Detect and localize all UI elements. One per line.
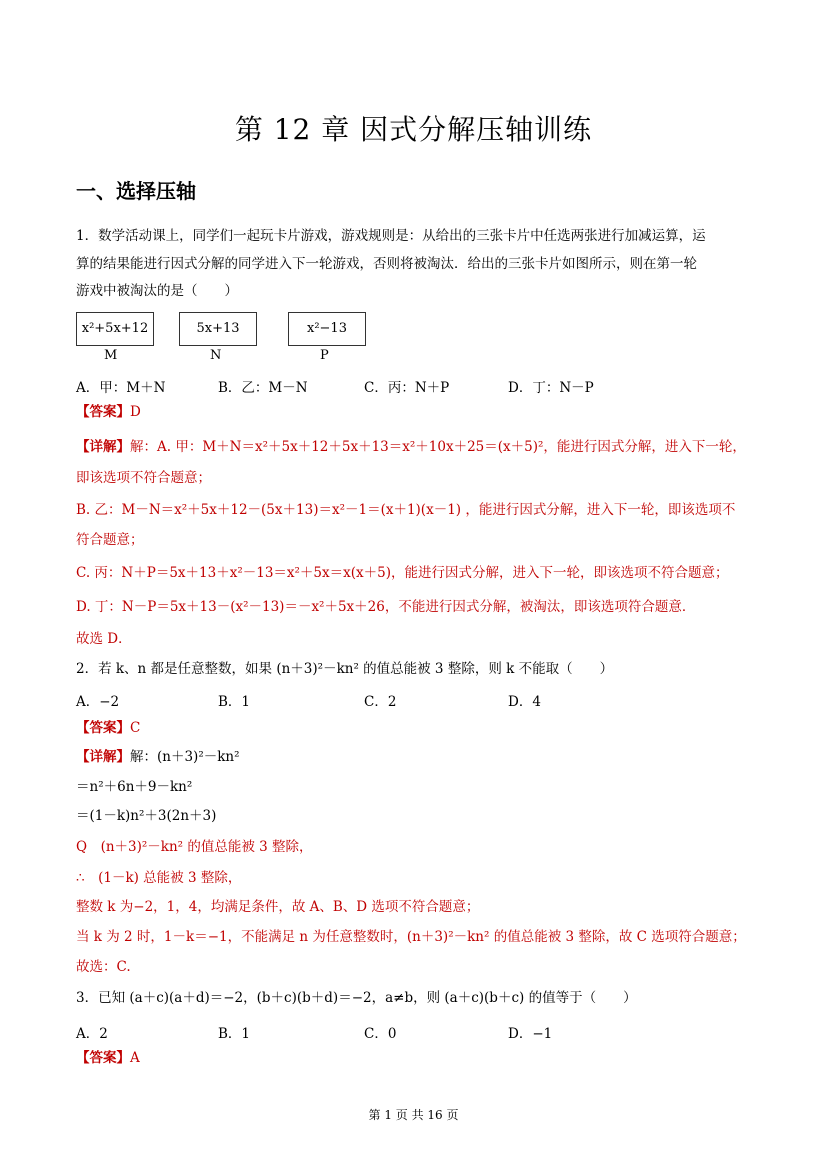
q2-option-c: C．2: [364, 694, 397, 710]
q1-detail-text1: 解：A. 甲：M＋N＝x²＋5x＋12＋5x＋13＝x²＋10x＋25＝(x＋5)²，能进行因式分解，进入下一轮，: [130, 439, 746, 455]
q2-detail-line6: 整数 k 为−2，1，4，均满足条件，故 A、B、D 选项不符合题意；: [76, 899, 480, 915]
page-title: 第 12 章 因式分解压轴训练: [234, 113, 593, 146]
q3-answer-tag: 【答案】: [76, 1050, 130, 1066]
q1-option-d: D．丁：N－P: [508, 380, 594, 396]
q1-detail-line4: 符合题意；: [76, 532, 144, 548]
q1-detail-line7: 故选 D．: [76, 631, 132, 647]
q2-detail-line2: ＝n²＋6n＋9－kn²: [76, 779, 193, 795]
q1-answer: [76, 402, 141, 422]
q2-detail-tag: 【详解】: [76, 749, 130, 765]
q2-detail-line7: 当 k 为 2 时，1－k＝−1，不能满足 n 为任意整数时，(n＋3)²－kn² 的值总能被 3 整除，故 C 选项符合题意；: [76, 929, 746, 945]
q3-answer: [76, 1048, 140, 1068]
card-n-expr: 5x+13: [196, 321, 240, 336]
q1-detail-line2: 即该选项不符合题意；: [76, 470, 211, 486]
q3-stem: 3．已知 (a＋c)(a＋d)＝−2，(b＋c)(b＋d)＝−2，a≠b，则 (a＋c)(b＋c) 的值等于（ ）: [76, 990, 637, 1006]
q1-answer-value: D: [130, 404, 141, 420]
card-m-expr: x²+5x+12: [81, 321, 149, 336]
q2-answer-tag: 【答案】: [76, 720, 130, 736]
q2-detail-line5: ∴ (1－k) 总能被 3 整除，: [76, 870, 242, 886]
q1-option-a: A．甲：M＋N: [76, 380, 166, 396]
q1-detail-line1: [76, 437, 746, 457]
card-p-expr: x²−13: [307, 321, 347, 336]
card-m-label: M: [104, 348, 118, 363]
q2-detail-line1: [76, 747, 240, 767]
q3-option-c: C．0: [364, 1026, 397, 1042]
q1-detail-line6: D. 丁：N－P＝5x＋13－(x²－13)＝－x²＋5x＋26，不能进行因式分解，被淘汰，即该选项符合题意．: [76, 599, 696, 615]
q2-detail-text1: 解：(n＋3)²－kn²: [130, 749, 240, 765]
q1-detail-line3: B. 乙：M－N＝x²＋5x＋12－(5x＋13)＝x²－1＝(x＋1)(x－1) ，能进行因式分解，进入下一轮，即该选项不: [76, 502, 736, 518]
q2-stem: 2．若 k、n 都是任意整数，如果 (n＋3)²－kn² 的值总能被 3 整除，则 k 不能取（ ）: [76, 661, 614, 677]
q3-answer-value: A: [130, 1050, 140, 1066]
q2-option-d: D．4: [508, 694, 541, 710]
q1-answer-tag: 【答案】: [76, 404, 130, 420]
q2-answer: [76, 718, 140, 738]
q1-option-b: B．乙：M－N: [218, 380, 308, 396]
q1-option-c: C．丙：N＋P: [364, 380, 450, 396]
page-footer: 第 1 页 共 16 页: [368, 1108, 459, 1122]
card-p: [288, 312, 366, 346]
q2-option-b: B．1: [218, 694, 251, 710]
q1-line3: 游戏中被淘汰的是（ ）: [76, 283, 238, 299]
card-n-label: N: [210, 348, 222, 363]
q2-detail-line3: ＝(1－k)n²＋3(2n＋3): [76, 808, 217, 824]
card-m: [76, 312, 154, 346]
section-heading: 一、选择压轴: [76, 179, 196, 203]
q2-detail-line8: 故选：C.: [76, 959, 131, 975]
q2-detail-line4: Q (n＋3)²－kn² 的值总能被 3 整除，: [76, 839, 313, 855]
q2-answer-value: C: [130, 720, 141, 736]
q1-line1: 1．数学活动课上，同学们一起玩卡片游戏，游戏规则是：从给出的三张卡片中任选两张进行加减运算，运: [76, 228, 706, 244]
card-n: [179, 312, 257, 346]
q1-line2: 算的结果能进行因式分解的同学进入下一轮游戏，否则将被淘汰．给出的三张卡片如图所示，则在第一轮: [76, 256, 697, 272]
q3-option-a: A．2: [76, 1026, 108, 1042]
q1-detail-line5: C. 丙：N＋P＝5x＋13＋x²－13＝x²＋5x＝x(x＋5)，能进行因式分解，进入下一轮，即该选项不符合题意；: [76, 565, 729, 581]
card-p-label: P: [320, 348, 329, 363]
q2-option-a: A．−2: [76, 694, 120, 710]
q3-option-d: D．−1: [508, 1026, 553, 1042]
q1-detail-tag: 【详解】: [76, 439, 130, 455]
q3-option-b: B．1: [218, 1026, 251, 1042]
